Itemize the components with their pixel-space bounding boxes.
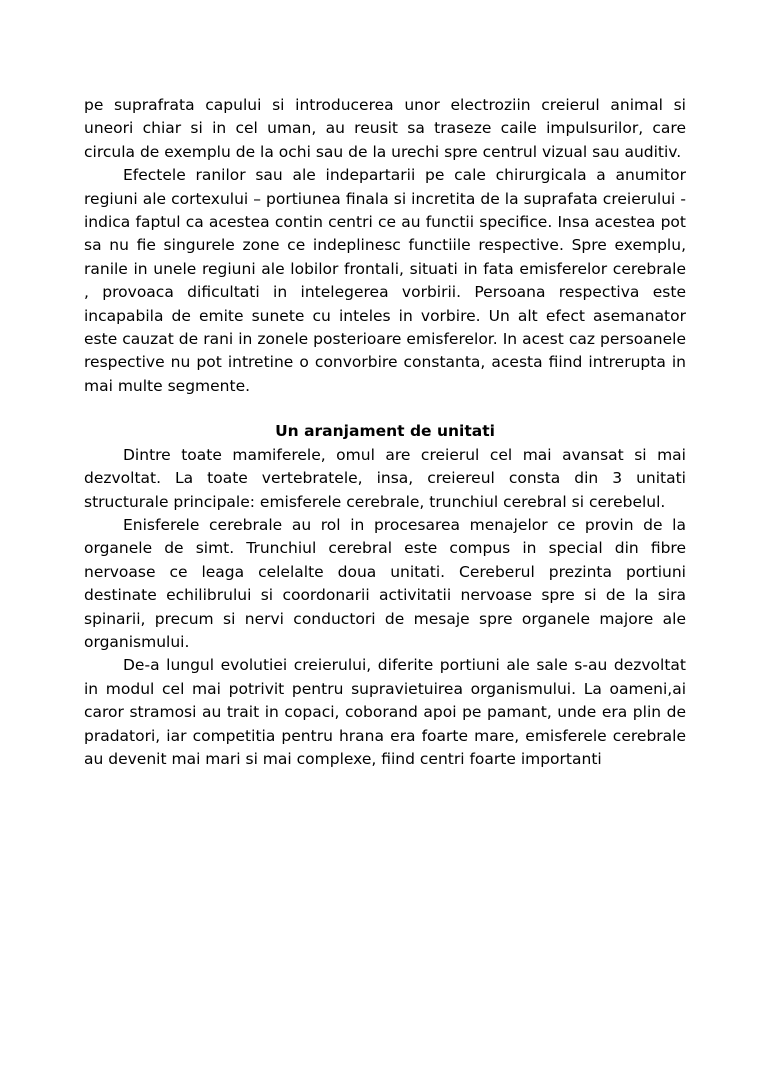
paragraph-3: Dintre toate mamiferele, omul are creierul cel mai avansat si mai dezvoltat. La toate vertebratele, insa, creiereul consta din 3 unitati structurale principale: emisferele cerebrale, trunchiul cerebral si cerebelul. — [84, 445, 686, 511]
paragraph-2: Efectele ranilor sau ale indepartarii pe cale chirurgicala a anumitor regiuni ale cortexului – portiunea finala si incretita de la suprafata creierului - indica faptul ca acestea contin centri ce au functii specifice. Insa acestea pot sa nu fie singurele zone ce indeplinesc functiile respective. Spre exemplu, ranile in unele regiuni ale lobilor frontali, situati in fata emisferelor cerebrale , provoaca dificultati in intelegerea vorbirii. Persoana respectiva este incapabila de emite sunete cu inteles in vorbire. Un alt efect asemanator este cauzat de rani in zonele posterioare emisferelor. In acest caz persoanele respective nu pot intretine o convorbire constanta, acesta fiind intrerupta in mai multe segmente. — [84, 166, 686, 395]
paragraph-5: De-a lungul evolutiei creierului, diferite portiuni ale sale s-au dezvoltat in modul cel mai potrivit pentru supravietuirea organismului. La oameni,ai caror stramosi au trait in copaci, coborand apoi pe pamant, unde era plin de pradatori, iar competitia pentru hrana era foarte mare, emisferele cerebrale au devenit mai mari si mai complexe, fiind centri foarte importanti — [84, 656, 686, 768]
paragraph-1: pe suprafrata capului si introducerea unor electroziin creierul animal si uneori chiar si in cel uman, au reusit sa traseze caile impulsurilor, care circula de exemplu de la ochi sau de la urechi spre centrul vizual sau auditiv. — [84, 96, 686, 161]
paragraph-4: Enisferele cerebrale au rol in procesarea menajelor ce provin de la organele de simt. Trunchiul cerebral este compus in special din fibre nervoase ce leaga celelalte doua unitati. Cereberul prezinta portiuni destinate echilibrului si coordonarii activitatii nervoase spre si de la sira spinarii, precum si nervi conductori de mesaje spre organele majore ale organismului. — [84, 515, 686, 651]
section-heading: Un aranjament de unitati — [275, 422, 495, 441]
document-page — [84, 94, 686, 771]
